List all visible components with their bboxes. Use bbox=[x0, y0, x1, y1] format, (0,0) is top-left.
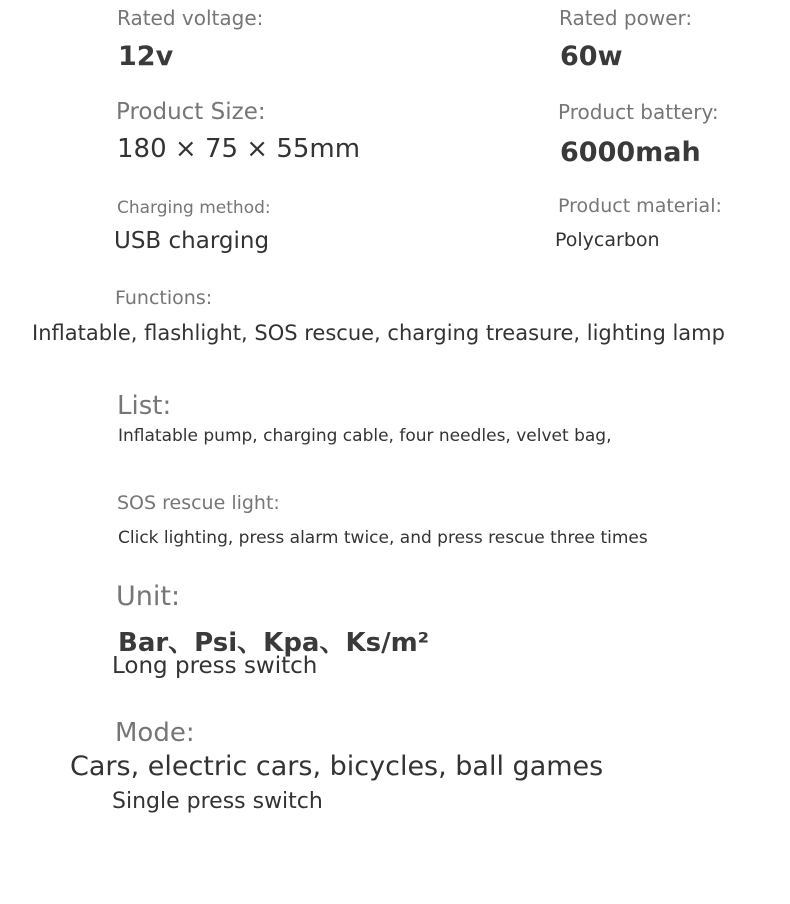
product-size-value: 180 × 75 × 55mm bbox=[117, 134, 361, 164]
sos-label: SOS rescue light: bbox=[117, 492, 280, 514]
product-battery-label: Product battery: bbox=[558, 100, 719, 124]
product-material-value: Polycarbon bbox=[555, 229, 660, 251]
list-value: Inflatable pump, charging cable, four needles, velvet bag, bbox=[118, 426, 612, 446]
charging-method-label: Charging method: bbox=[117, 198, 271, 218]
product-size-label: Product Size: bbox=[116, 99, 266, 125]
unit-label: Unit: bbox=[116, 581, 181, 612]
mode-label: Mode: bbox=[115, 718, 195, 748]
sos-value: Click lighting, press alarm twice, and press rescue three times bbox=[118, 528, 648, 548]
rated-power-label: Rated power: bbox=[559, 6, 693, 30]
functions-label: Functions: bbox=[115, 287, 213, 309]
rated-voltage-label: Rated voltage: bbox=[117, 6, 264, 30]
product-battery-value: 6000mah bbox=[560, 137, 701, 168]
charging-method-value: USB charging bbox=[114, 228, 270, 254]
product-material-label: Product material: bbox=[558, 195, 722, 217]
rated-power-value: 60w bbox=[560, 41, 623, 72]
mode-note: Single press switch bbox=[112, 789, 323, 814]
unit-value: Bar、Psi、Kpa、Ks/m² bbox=[118, 628, 430, 658]
rated-voltage-value: 12v bbox=[118, 41, 174, 72]
functions-value: Inflatable, flashlight, SOS rescue, charging treasure, lighting lamp bbox=[32, 321, 725, 345]
list-label: List: bbox=[117, 391, 172, 421]
unit-note: Long press switch bbox=[112, 653, 318, 679]
mode-value: Cars, electric cars, bicycles, ball games bbox=[70, 751, 604, 782]
